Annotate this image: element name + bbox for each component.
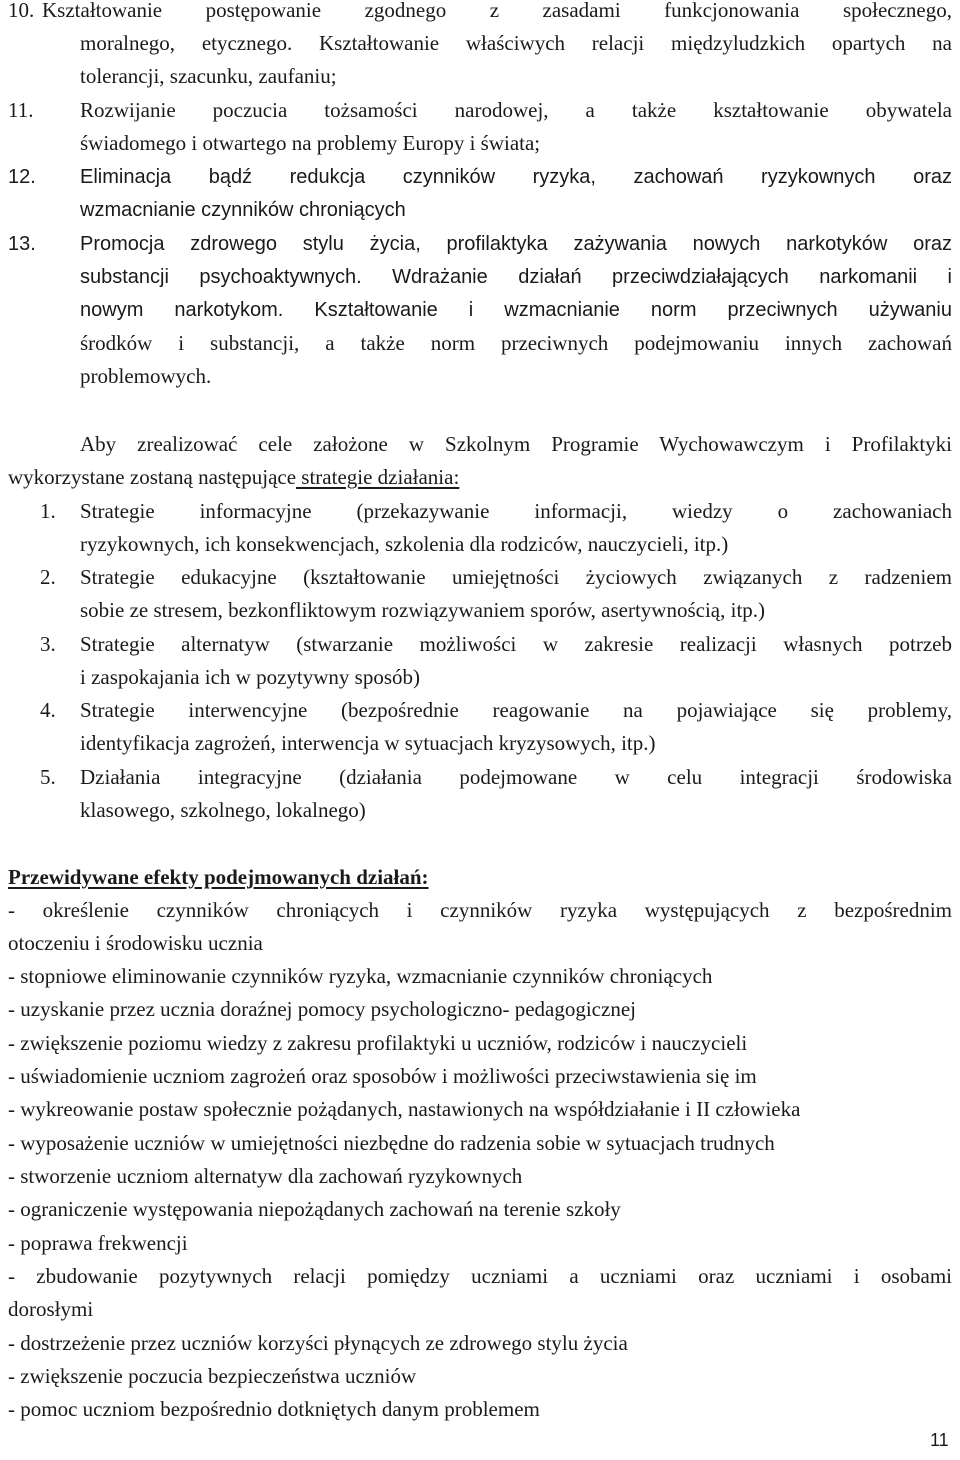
effect-item: dorosłymi xyxy=(8,1297,94,1321)
strategy-line: sobie ze stresem, bezkonfliktowym rozwiązywaniem sporów, asertywnością, itp.) xyxy=(80,598,766,622)
list-item-line: Eliminacja bądź redukcja czynników ryzyka, zachowań ryzykownych oraz xyxy=(80,166,952,188)
effect-item: otoczeniu i środowisku ucznia xyxy=(8,931,263,955)
effect-item: - stworzenie uczniom alternatyw dla zachowań ryzykownych xyxy=(8,1164,523,1188)
effect-item: - poprawa frekwencji xyxy=(8,1231,188,1255)
strategy-line: klasowego, szkolnego, lokalnego) xyxy=(80,798,366,822)
effect-item: - ograniczenie występowania niepożądanych zachowań na terenie szkoły xyxy=(8,1197,621,1221)
effect-item: - stopniowe eliminowanie czynników ryzyka, wzmacnianie czynników chroniących xyxy=(8,964,713,988)
strategy-line: i zaspokajania ich w pozytywny sposób) xyxy=(80,665,421,689)
effect-item: - uzyskanie przez ucznia doraźnej pomocy psychologiczno- pedagogicznej xyxy=(8,997,636,1021)
strategy-line: Strategie edukacyjne (kształtowanie umiejętności życiowych związanych z radzeniem xyxy=(80,565,952,589)
strategy-line: Strategie informacyjne (przekazywanie informacji, wiedzy o zachowaniach xyxy=(80,499,952,523)
list-item-line: Promocja zdrowego stylu życia, profilaktyka zażywania nowych narkotyków oraz xyxy=(80,233,952,255)
effect-item: - pomoc uczniom bezpośrednio dotkniętych danym problemem xyxy=(8,1397,540,1421)
strategy-number: 1. xyxy=(40,499,56,523)
intro-line: Aby zrealizować cele założone w Szkolnym Programie Wychowawczym i Profilaktyki xyxy=(80,432,952,456)
strategy-line: ryzykownych, ich konsekwencjach, szkolenia dla rodziców, nauczycieli, itp.) xyxy=(80,532,729,556)
list-item-line: tolerancji, szacunku, zaufaniu; xyxy=(80,64,337,88)
list-item-line: Rozwijanie poczucia tożsamości narodowej, a także kształtowanie obywatela xyxy=(80,98,952,122)
effect-item: - zbudowanie pozytywnych relacji pomiędzy uczniami a uczniami oraz uczniami i osobami xyxy=(8,1264,952,1288)
strategy-line: Działania integracyjne (działania podejmowane w celu integracji środowiska xyxy=(80,765,952,789)
page-number: 11 xyxy=(930,1430,949,1450)
list-item-line: problemowych. xyxy=(80,364,212,388)
list-number: 11. xyxy=(8,98,34,122)
strategy-number: 5. xyxy=(40,765,56,789)
list-item-line: świadomego i otwartego na problemy Europy i świata; xyxy=(80,131,541,155)
strategy-line: identyfikacja zagrożeń, interwencja w sytuacjach kryzysowych, itp.) xyxy=(80,731,656,755)
strategies-heading: strategie działania: xyxy=(296,465,460,489)
strategy-number: 2. xyxy=(40,565,56,589)
effect-item: - uświadomienie uczniom zagrożeń oraz sposobów i możliwości przeciwstawienia się im xyxy=(8,1064,757,1088)
effect-item: - dostrzeżenie przez uczniów korzyści płynących ze zdrowego stylu życia xyxy=(8,1331,628,1355)
effect-item: - zwiększenie poziomu wiedzy z zakresu profilaktyki u uczniów, rodziców i nauczycieli xyxy=(8,1031,748,1055)
list-item-line: środków i substancji, a także norm przeciwnych podejmowaniu innych zachowań xyxy=(80,331,952,355)
list-number: 13. xyxy=(8,233,36,255)
effect-item: - zwiększenie poczucia bezpieczeństwa uczniów xyxy=(8,1364,417,1388)
list-number: 12. xyxy=(8,166,36,188)
strategy-number: 4. xyxy=(40,698,56,722)
effect-item: - wyposażenie uczniów w umiejętności niezbędne do radzenia sobie w sytuacjach trudnych xyxy=(8,1131,775,1155)
list-item-line: moralnego, etycznego. Kształtowanie właściwych relacji międzyludzkich opartych na xyxy=(80,31,952,55)
list-item-line: substancji psychoaktywnych. Wdrażanie działań przeciwdziałających narkomanii i xyxy=(80,266,952,288)
effect-item: - wykreowanie postaw społecznie pożądanych, nastawionych na współdziałanie i II człowieka xyxy=(8,1097,801,1121)
intro-line xyxy=(8,461,459,494)
intro-text: wykorzystane zostaną następujące xyxy=(8,465,297,489)
list-item-line: Kształtowanie postępowanie zgodnego z zasadami funkcjonowania społecznego, xyxy=(42,0,952,22)
strategy-line: Strategie alternatyw (stwarzanie możliwości w zakresie realizacji własnych potrzeb xyxy=(80,632,952,656)
list-item-line: nowym narkotykom. Kształtowanie i wzmacnianie norm przeciwnych używaniu xyxy=(80,299,952,321)
list-number: 10. xyxy=(8,0,35,22)
effect-item: - określenie czynników chroniących i czynników ryzyka występujących z bezpośrednim xyxy=(8,898,952,922)
strategy-line: Strategie interwencyjne (bezpośrednie reagowanie na pojawiające się problemy, xyxy=(80,698,952,722)
effects-heading: Przewidywane efekty podejmowanych działań: xyxy=(8,865,429,889)
list-item-line: wzmacnianie czynników chroniących xyxy=(80,199,406,221)
strategy-number: 3. xyxy=(40,632,56,656)
